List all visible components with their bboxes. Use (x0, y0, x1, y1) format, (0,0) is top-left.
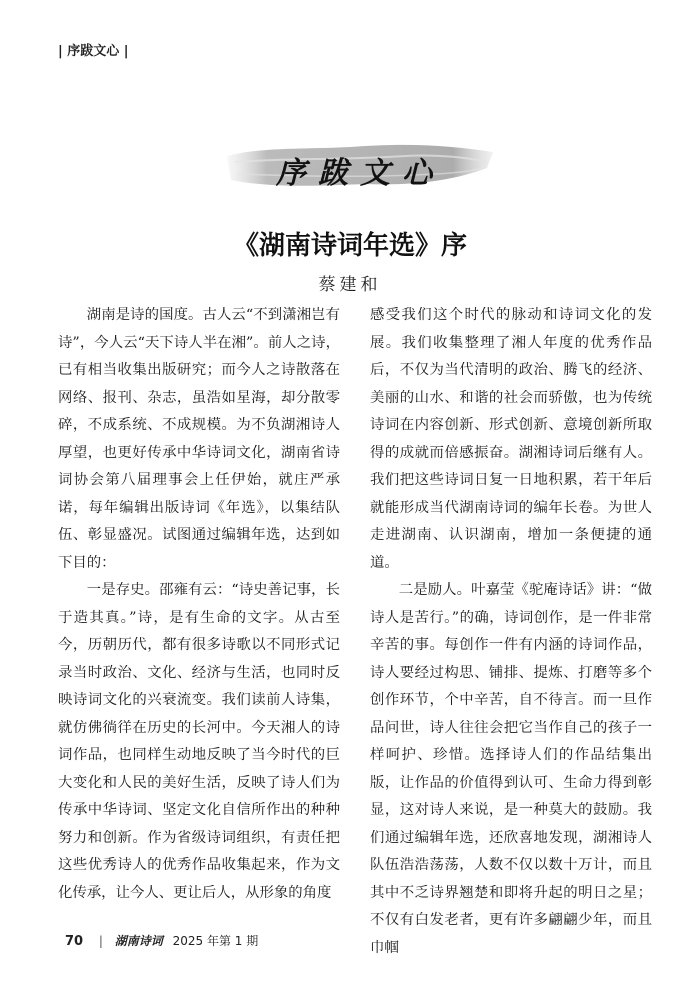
paragraph: 一是存史。邵雍有云：“诗史善记事，长于造其真。”诗，是有生命的文字。从古至今，历朝历代，都有很多诗歌以不同形式记录当时政治、文化、经济与生活，也同时反映诗词文化的兴衰流变。我们读前人诗集，就仿佛徜徉在历史的长河中。今天湘人的诗词作品，也同样生动地反映了当今时代的巨大变化和人民的美好生活，反映了诗人们为传承中华诗词、坚定文化自信所作出的种种努力和创新。作为省级诗词组织，有责任把这些优秀诗人的优秀作品收集起来，作为文化传承，让今人、更让后人，从形象的角度 (58, 582, 340, 901)
magazine-logo: 湖南诗词 (114, 934, 163, 948)
page-footer (65, 932, 258, 949)
footer-separator: | (98, 934, 103, 948)
left-column (58, 302, 340, 907)
paragraph: 感受我们这个时代的脉动和诗词文化的发展。我们收集整理了湘人年度的优秀作品后，不仅为当代清明的政治、腾飞的经济、美丽的山水、和谐的社会而骄傲，也为传统诗词在内容创新、形式创新、意境创新所取得的成就而倍感振奋。湖湘诗词后继有人。我们把这些诗词日复一日地积累，若干年后就能形成当代湖南诗词的编年长卷。为世人走进湖南、认识湖南，增加一条便捷的通道。 (370, 307, 652, 571)
paragraph: 湖南是诗的国度。古人云“不到潇湘岂有诗”，今人云“天下诗人半在湘”。前人之诗，已有相当收集出版研究；而今人之诗散落在网络、报刊、杂志，虽浩如星海，却分散零碎，不成系统、不成规模。为不负湖湘诗人厚望，也更好传承中华诗词文化，湖南省诗词协会第八届理事会上任伊始，就庄严承诺，每年编辑出版诗词《年选》，以集结队伍、彰显盛况。试图通过编辑年选，达到如下目的： (58, 307, 340, 571)
banner-title: 序跋文心 (276, 156, 444, 191)
article-title: 《湖南诗词年选》序 (232, 231, 467, 261)
page-number: 70 (65, 934, 84, 949)
section-tag: | 序跋文心 | (58, 44, 129, 59)
section-banner (225, 140, 495, 192)
issue-label: 2025 年第 1 期 (172, 934, 259, 948)
article-author: 蔡建和 (318, 275, 382, 295)
right-column (370, 302, 652, 962)
paragraph: 二是励人。叶嘉莹《驼庵诗话》讲：“做诗人是苦行。”的确，诗词创作，是一件非常辛苦的事。每创作一件有内涵的诗词作品，诗人要经过构思、铺排、提炼、打磨等多个创作环节，个中辛苦，自不待言。而一旦作品问世，诗人往往会把它当作自己的孩子一样呵护、珍惜。选择诗人们的作品结集出版，让作品的价值得到认可、生命力得到彰显，这对诗人来说，是一种莫大的鼓励。我们通过编辑年选，还欣喜地发现，湖湘诗人队伍浩浩荡荡，人数不仅以数十万计，而且其中不乏诗界翘楚和即将升起的明日之星；不仅有白发老者，更有许多翩翩少年，而且巾帼 (370, 582, 652, 956)
